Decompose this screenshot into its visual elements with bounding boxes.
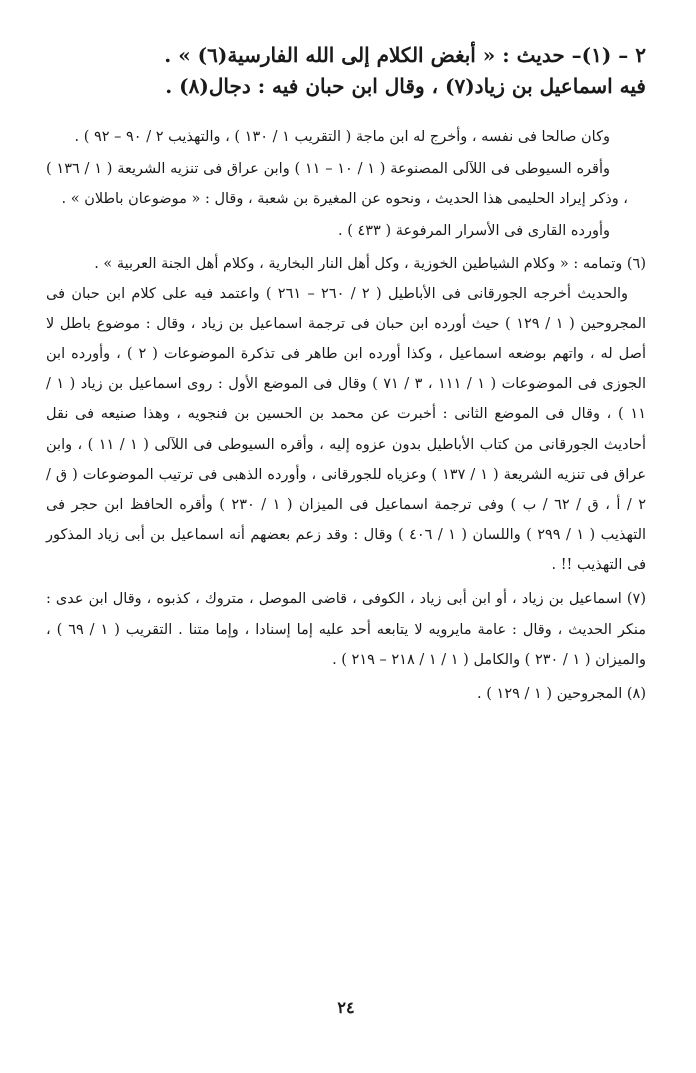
- footnote-6-intro: (٦) وتمامه : « وكلام الشياطين الخوزية ، وكل أهل النار البخارية ، وكلام أهل الجنة العربية » .: [94, 255, 646, 272]
- hadith-main-text: [46, 40, 646, 102]
- notes-section: [46, 122, 646, 709]
- footnote-8-text: (٨) المجروحين ( ١ / ١٢٩ ) .: [477, 685, 646, 702]
- footnote-7: [46, 584, 646, 674]
- document-page: [46, 40, 646, 1060]
- continuation-paragraph-1: وكان صالحا فى نفسه ، وأخرج له ابن ماجة ( التقريب ١ / ١٣٠ ) ، والتهذيب ٢ / ٩٠ – ٩٢ ) .: [74, 129, 610, 145]
- footnote-6-body: والحديث أخرجه الجورقانى فى الأباطيل ( ٢ / ٢٦٠ – ٢٦١ ) واعتمد فيه على كلام ابن حبان فى المجروحين ( ١ / ١٢٩ ) حيث أورده ابن حبان فى ترجمة اسماعيل بن زياد ، وقال : موضوع باطل لا أصل له ، واتهم بوضعه اسماعيل ، وكذا أورده ابن طاهر فى تذكرة الموضوعات ( ٢ ) ، وأورده ابن الجوزى فى الموضوعات ( ١ / ١١١ ، ٣ / ٧١ ) وقال فى الموضع الأول : روى اسماعيل بن زياد ( ١ / ١١ ) ، وقال فى الموضع الثانى : أخبرت عن محمد بن الحسين بن فنجويه ، وهذا صنيعه فى نقل أحاديث الجورقانى من كتاب الأباطيل بدون عزوه إليه ، وأقره السيوطى فى اللآلى ( ١ / ١١ ) ، وابن عراق فى تنزيه الشريعة ( ١ / ١٣٧ ) وعزياه للجورقانى ، وأورده الذهبى فى ترتيب الموضوعات ( ق / ٢ / أ ، ق / ٦٢ / ب ) وفى ترجمة اسماعيل فى الميزان ( ١ / ٢٣٠ ) وأقره الحافظ ابن حجر فى التهذيب ( ١ / ٢٩٩ ) واللسان ( ١ / ٤٠٦ ) وقال : وقد زعم بعضهم أنه اسماعيل بن أبى زياد المذكور فى التهذيب !! .: [46, 285, 647, 574]
- footnote-7-text: (٧) اسماعيل بن زياد ، أو ابن أبى زياد ، الكوفى ، قاضى الموصل ، متروك ، كذبوه ، وقال ابن عدى : منكر الحديث ، وقال : عامة مايرويه لا يتابعه أحد عليه إما إسنادا ، وإما متنا . التقريب ( ١ / ٦٩ ) ، والميزان ( ١ / ٢٣٠ ) والكامل ( ١ / ١ / ٢١٨ – ٢١٩ ) .: [46, 591, 646, 668]
- footnote-6: [46, 249, 646, 581]
- continuation-paragraph-2: وأقره السيوطى فى اللآلى المصنوعة ( ١ / ١٠ – ١١ ) وابن عراق فى تنزيه الشريعة ( ١ / ١٣٦ ) ، وذكر إيراد الحليمى هذا الحديث ، ونحوه عن المغيرة بن شعبة ، وقال : « موضوعان باطلان » .: [46, 161, 628, 208]
- page-number: ٢٤: [337, 998, 355, 1017]
- hadith-line-2: فيه اسماعيل بن زياد(٧) ، وقال ابن حبان فيه : دجال(٨) .: [165, 74, 646, 98]
- footnote-8: [46, 679, 646, 709]
- continuation-block: [46, 122, 646, 247]
- hadith-line-1: ٢ – (١)– حديث : « أبغض الكلام إلى الله الفارسية(٦) » .: [164, 43, 646, 67]
- continuation-paragraph-3: وأورده القارى فى الأسرار المرفوعة ( ٤٣٣ ) .: [338, 223, 610, 240]
